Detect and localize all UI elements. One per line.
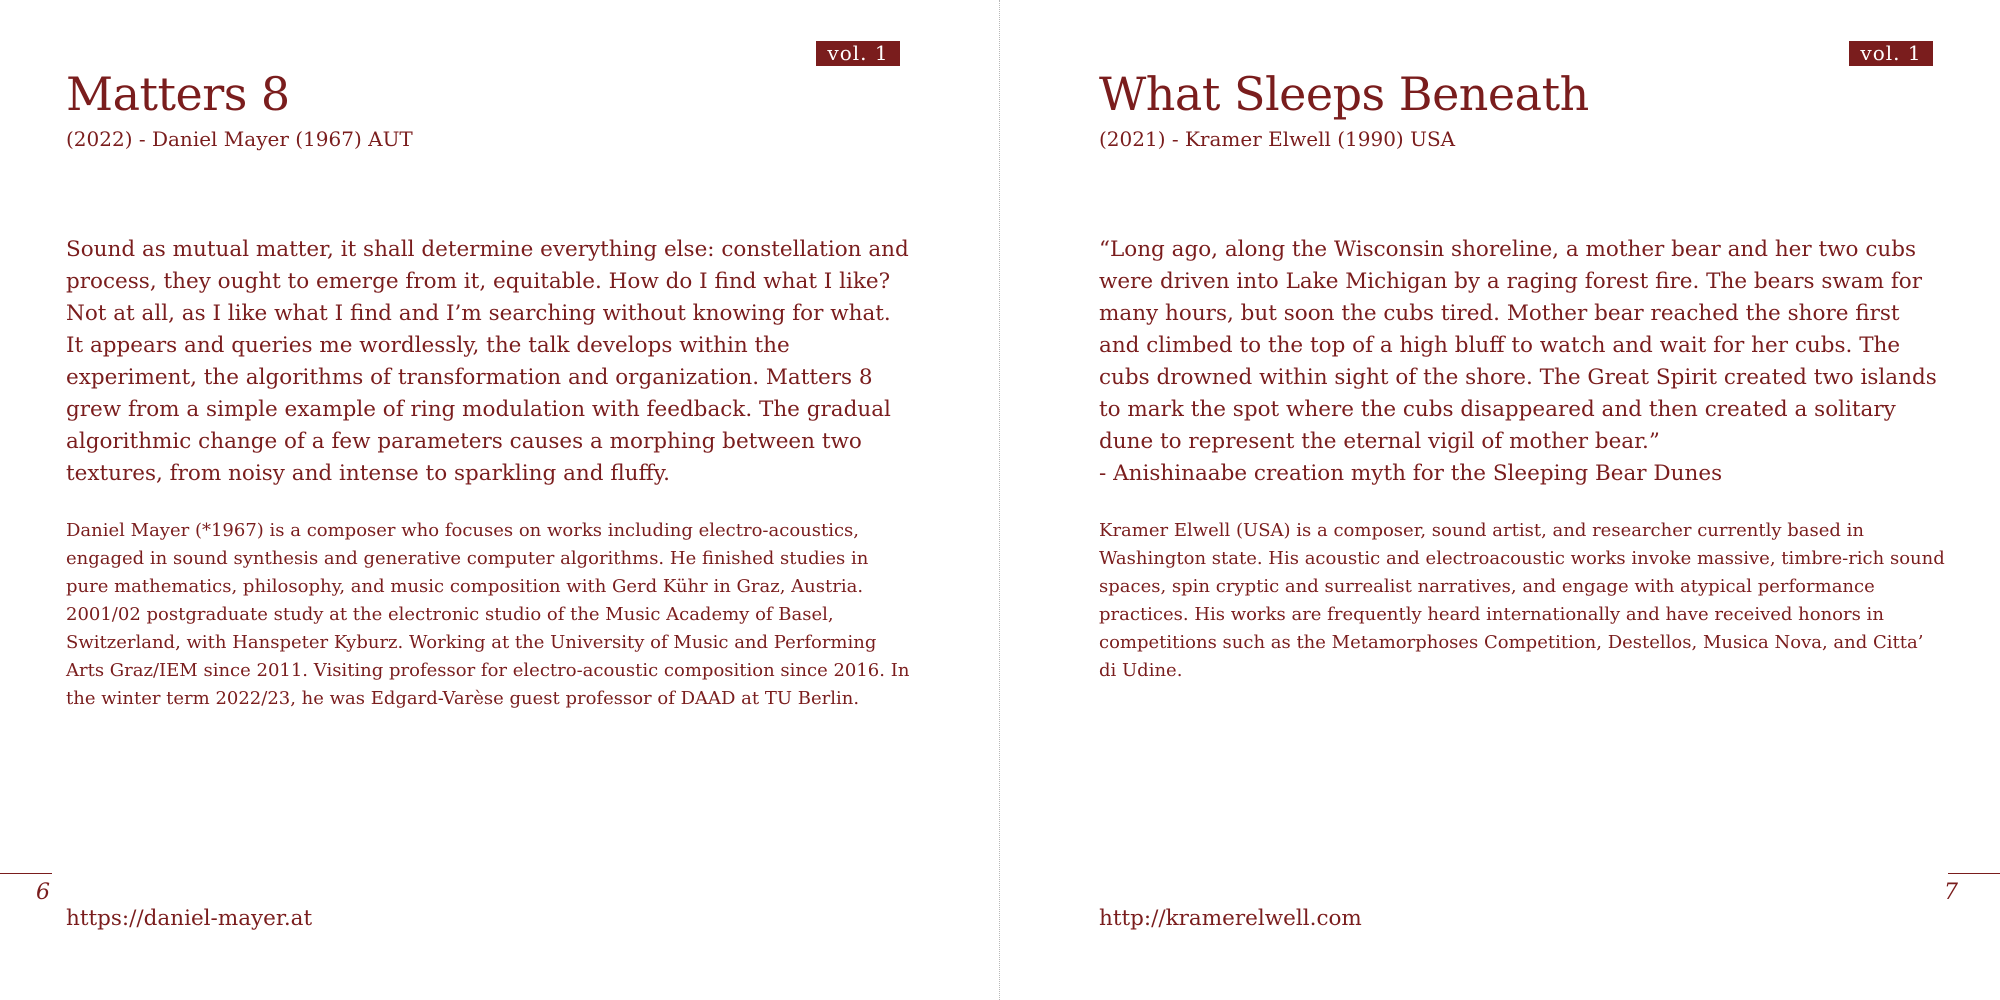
work-subtitle: (2022) - Daniel Mayer (1967) AUT: [66, 127, 413, 151]
page-number-rule: [0, 873, 52, 874]
left-content: [66, 62, 912, 709]
page-number: 7: [1944, 880, 1958, 905]
program-note: Sound as mutual matter, it shall determine everything else: constellation and process, they ought to emerge from it, equitable. How do I find what I like? Not at all, as I like what I find and I’m searching without knowing for what. It appears and queries me wordlessly, the talk develops within the experiment, the algorithms of transformation and organization. Matters 8 grew from a simple example of ring modulation with feedback. The gradual algorithmic change of a few parameters causes a morphing between two textures, from noisy and intense to sparkling and fluffy.: [66, 237, 909, 486]
composer-website-link[interactable]: http://kramerelwell.com: [1099, 906, 1362, 931]
work-title: What Sleeps Beneath: [1099, 67, 1589, 121]
program-note-block: [1099, 234, 1945, 490]
program-note: “Long ago, along the Wisconsin shoreline, a mother bear and her two cubs were driven into Lake Michigan by a raging forest fire. The bears swam for many hours, but soon the cubs tired. Mother bear reached the shore first and climbed to the top of a high bluff to watch and wait for her cubs. The cubs drowned within sight of the shore. The Great Spirit created two islands to mark the spot where the cubs disappeared and then created a solitary dune to represent the eternal vigil of mother bear.”: [1099, 237, 1937, 454]
composer-website-link[interactable]: https://daniel-mayer.at: [66, 906, 313, 931]
volume-badge: vol. 1: [1849, 41, 1933, 66]
volume-badge: vol. 1: [816, 41, 900, 66]
right-page: [1000, 0, 2000, 1000]
right-content: [1099, 62, 1945, 681]
page-number-rule: [1948, 873, 2000, 874]
composer-bio: Daniel Mayer (*1967) is a composer who focuses on works including electro-acoustics, engaged in sound synthesis and generative computer algorithms. He finished studies in pure mathematics, philosophy, and music composition with Gerd Kühr in Graz, Austria. 2001/02 postgraduate study at the electronic studio of the Music Academy of Basel, Switzerland, with Hanspeter Kyburz. Working at the University of Music and Performing Arts Graz/IEM since 2011. Visiting professor for electro-acoustic composition since 2016. In the winter term 2022/23, he was Edgard-Varèse guest professor of DAAD at TU Berlin.: [66, 520, 910, 709]
program-note-attribution: - Anishinaabe creation myth for the Sleeping Bear Dunes: [1099, 461, 1723, 486]
composer-bio: Kramer Elwell (USA) is a composer, sound artist, and researcher currently based in Washington state. His acoustic and electroacoustic works invoke massive, timbre-rich sound spaces, spin cryptic and surrealist narratives, and engage with atypical performance practices. His works are frequently heard internationally and have received honors in competitions such as the Metamorphoses Competition, Destellos, Musica Nova, and Citta’ di Udine.: [1099, 520, 1945, 681]
work-subtitle: (2021) - Kramer Elwell (1990) USA: [1099, 127, 1456, 151]
page-number: 6: [36, 880, 50, 905]
work-title: Matters 8: [66, 67, 290, 121]
